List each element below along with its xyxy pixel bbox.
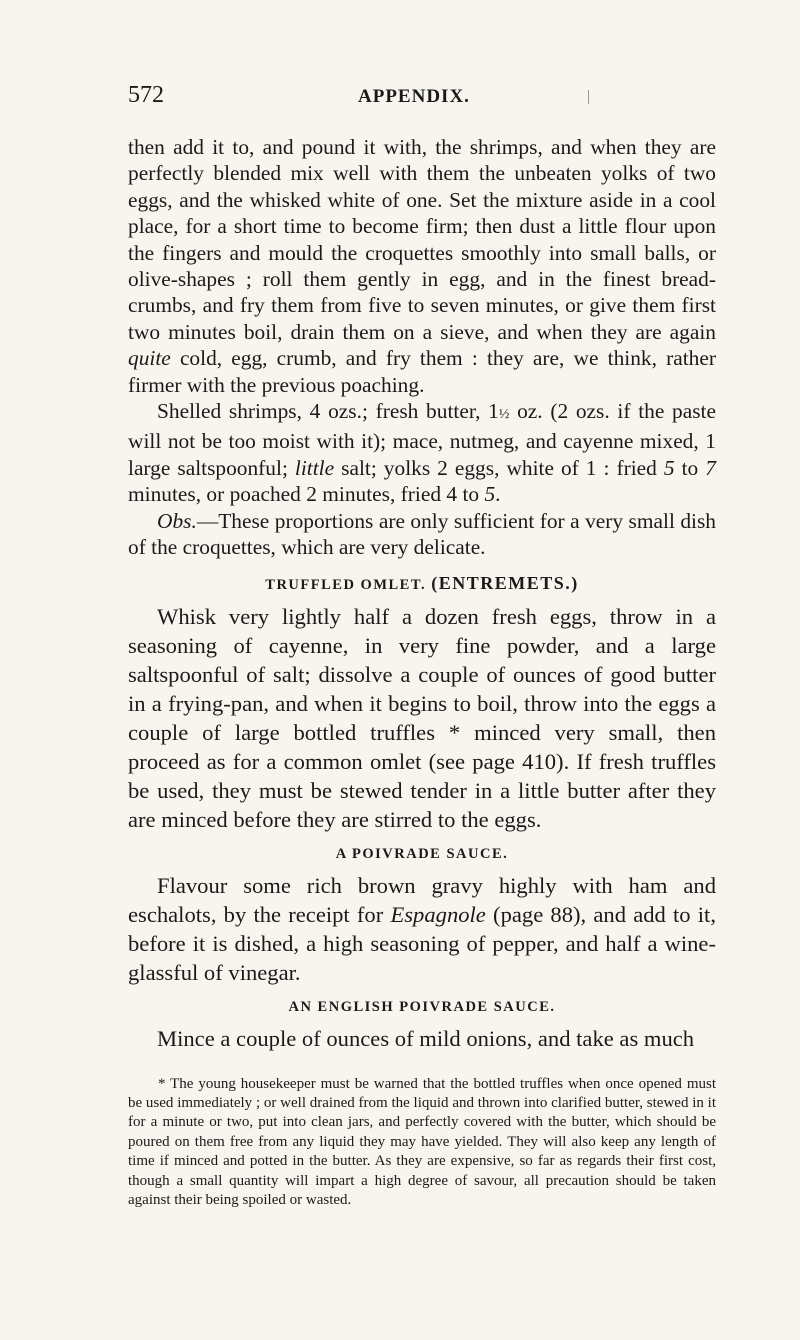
- page-header: [128, 82, 716, 112]
- footnote-truffles: * The young housekeeper must be warned that the bottled truffles when once opened must be used immediately ; or well drained from the liquid and thrown into clarified butter, stewed in it for a minute or two, put into clean jars, and perfectly covered with the butter, which should be poured on them free from any liquid they may have yielded. They will also keep any length of time if minced and potted in the butter. As they are expensive, so far as regards their first cost, though a small quantity will impart a high degree of savour, all precaution should be taken against their being spoiled or wasted.: [128, 1075, 716, 1208]
- book-page: [128, 82, 716, 1210]
- truffled-omlet-paragraph: Whisk very lightly half a dozen fresh eggs, throw in a seasoning of cayenne, in very fine powder, and a large saltspoonful of salt; dissolve a couple of ounces of good butter in a frying-pan, and when it begins to boil, throw into the eggs a couple of large bottled truffles * minced very small, then proceed as for a common omlet (see page 410). If fresh truffles be used, they must be stewed tender in a little butter after they are minced before they are stirred to the eggs.: [128, 603, 717, 832]
- croquettes-continuation-paragraph: then add it to, and pound it with, the shrimps, and when they are perfectly blended mix well with them the unbeaten yolks of two eggs, and the whisked white of one. Set the mixture aside in a cool place, for a short time to become firm; then dust a little flour upon the fingers and mould the croquettes smoothly into small balls, or olive-shapes ; roll them gently in egg, and in the finest bread-crumbs, and fry them from five to seven minutes, or give them first two minutes boil, drain them on a sieve, and when they are again quite cold, egg, crumb, and fry them : they are, we think, rather firmer with the previous poaching.: [128, 135, 716, 397]
- croquettes-ingredients-paragraph: Shelled shrimps, 4 ozs.; fresh butter, 1½ oz. (2 ozs. if the paste will not be too moist with it); mace, nutmeg, and cayenne mixed, 1 large saltspoonful; little salt; yolks 2 eggs, white of 1 : fried 5 to 7 minutes, or poached 2 minutes, fried 4 to 5.: [128, 399, 716, 507]
- poivrade-sauce-heading: A POIVRADE SAUCE.: [335, 845, 509, 862]
- page-number: 572: [128, 82, 164, 108]
- english-poivrade-heading: AN ENGLISH POIVRADE SAUCE.: [288, 998, 556, 1015]
- english-poivrade-paragraph: Mince a couple of ounces of mild onions, and take as much: [157, 1025, 695, 1051]
- running-head: APPENDIX.: [358, 86, 470, 107]
- poivrade-sauce-paragraph: Flavour some rich brown gravy highly with ham and eschalots, by the receipt for Espagnole (page 88), and add to it, before it is dished, a high seasoning of pepper, and half a wine-glassful of vinegar.: [128, 872, 716, 985]
- margin-mark: [588, 90, 589, 104]
- truffled-omlet-heading: TRUFFLED OMLET. (ENTREMETS.): [265, 572, 579, 593]
- croquettes-observation-paragraph: Obs.—These proportions are only sufficient for a very small dish of the croquettes, which are very delicate.: [128, 508, 716, 560]
